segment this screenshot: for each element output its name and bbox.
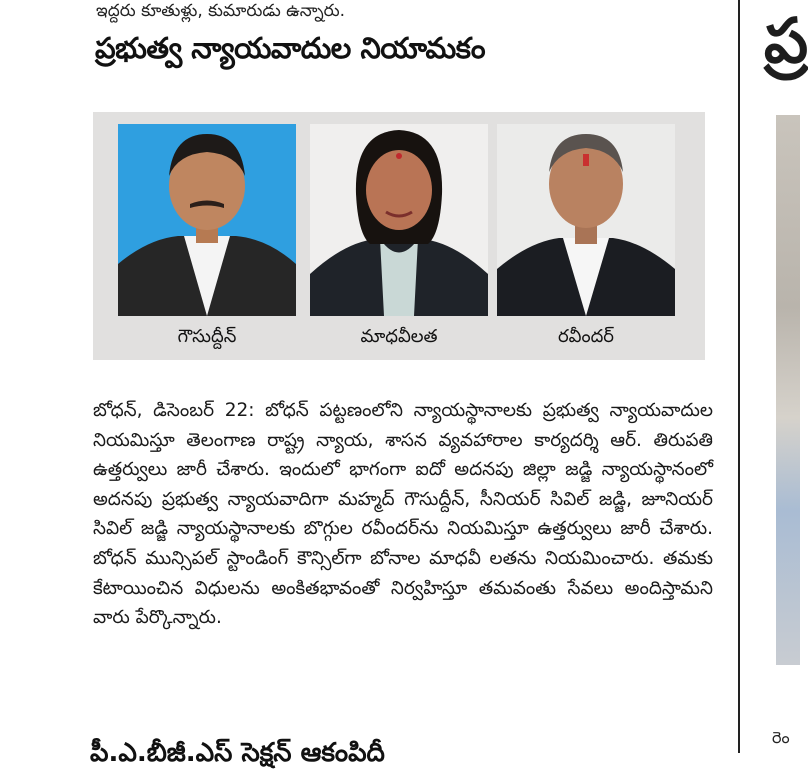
article-body: బోధన్, డిసెంబర్ 22: బోధన్ పట్టణంలోని న్యాయస్థానాలకు ప్రభుత్వ న్యాయవాదుల నియమిస్తూ తెలంగాణ రాష్ట్ర న్యాయ, శాసన వ్యవహారాల కార్యదర్శి ఆర్. తిరుపతి ఉత్తర్వులు జారీ చేశారు. ఇందులో భాగంగా ఐదో అదనపు జిల్లా జడ్జి న్యాయస్థానంలో అదనపు ప్రభుత్వ న్యాయవాదిగా మహ్మద్ గౌసుద్దీన్, సీనియర్ సివిల్ జడ్జి, జూనియర్ సివిల్ జడ్జి న్యాయస్థానాలకు బొగ్గుల రవీందర్‌ను నియమిస్తూ ఉత్తర్వులు జారీ చేశారు. బోధన్ మున్సిపల్ స్టాండింగ్ కౌన్సిల్‌గా బోనాల మాధవీ లతను నియమించారు. తమకు కేటాయించిన విధులను అంకితభావంతో నిర్వహిస్తూ తమవంతు సేవలు అందిస్తామని వారు పేర్కొన్నారు. xyxy=(93,400,713,629)
adjacent-text-fragment: రెం xyxy=(772,728,790,747)
photo-panel xyxy=(93,112,705,360)
adjacent-photo-fragment xyxy=(776,115,800,665)
previous-article-fragment: ఇద్దరు కూతుళ్లు, కుమారుడు ఉన్నారు. xyxy=(96,1,346,21)
photo-ravinder xyxy=(497,124,675,316)
adjacent-headline-fragment: ప్ర xyxy=(764,4,808,77)
next-article-headline-fragment: పీ.ఎ.బీజీ.ఎస్ సెక్షన్ ఆకంపిదీ xyxy=(90,738,385,768)
adjacent-article-column xyxy=(740,0,808,753)
article-headline: ప్రభుత్వ న్యాయవాదుల నియామకం xyxy=(95,31,486,65)
photo-caption-gousuddin: గౌసుద్దీన్ xyxy=(177,326,237,347)
photo-gousuddin xyxy=(118,124,296,316)
photo-caption-ravinder: రవీందర్ xyxy=(558,326,614,347)
photo-madhavilatha xyxy=(310,124,488,316)
photo-caption-madhavilatha: మాధవీలత xyxy=(360,326,438,347)
